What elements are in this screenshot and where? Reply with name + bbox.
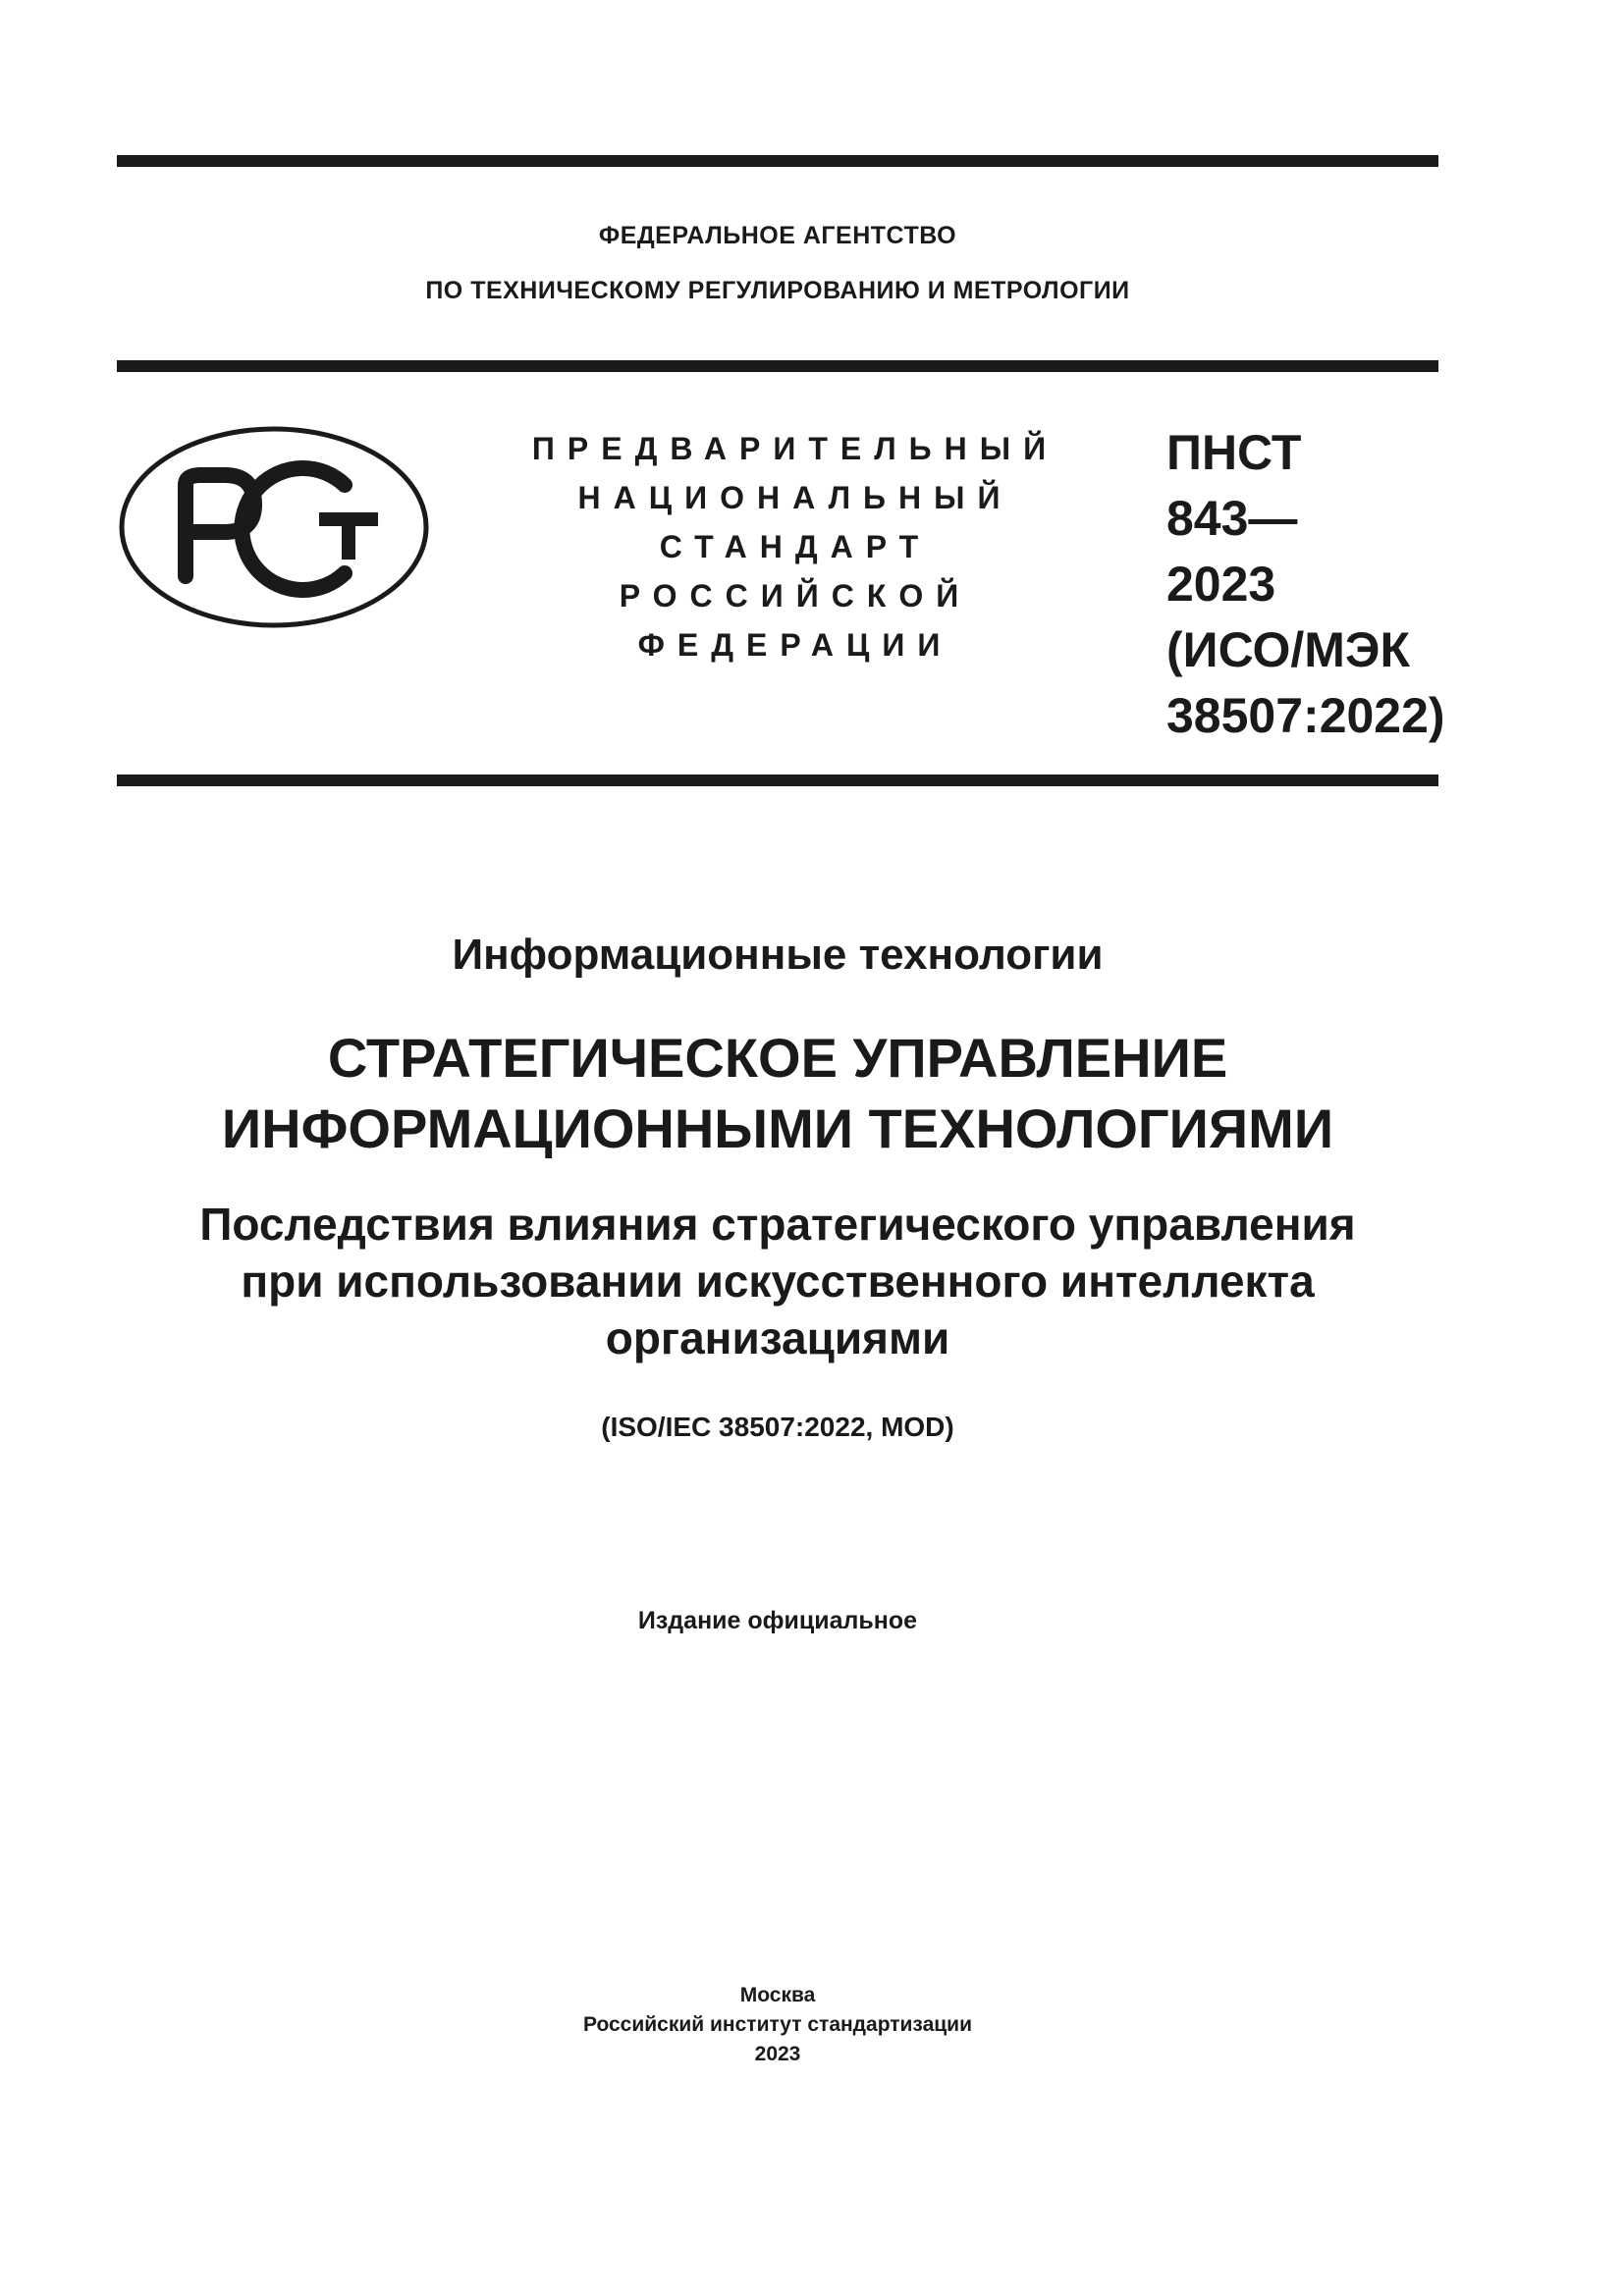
publisher-block [117,1981,1438,2069]
designation-line: ПНСТ [1166,425,1302,480]
designation-line: 38507:2022) [1166,688,1445,743]
standard-type [530,424,1060,669]
standard-type-line: ПРЕДВАРИТЕЛЬНЫЙ [531,431,1059,466]
publisher-year: 2023 [754,2043,801,2065]
sub-title-line: Последствия влияния стратегического управления [199,1199,1356,1250]
main-title [117,1023,1438,1164]
standard-type-line: НАЦИОНАЛЬНЫЙ [577,480,1013,515]
sub-title [117,1196,1438,1366]
designation-line: 843— [1166,491,1298,546]
standard-designation [1166,420,1461,749]
international-reference: (ISO/IEC 38507:2022, MOD) [601,1412,954,1442]
gost-r-logo-svg [117,424,431,630]
standard-type-line: СТАНДАРТ [659,529,932,564]
agency-line-1: ФЕДЕРАЛЬНОЕ АГЕНТСТВО [598,222,957,249]
top-rule [117,155,1438,167]
designation-line: 2023 [1166,557,1276,612]
sub-title-line: организациями [605,1312,950,1363]
edition-label: Издание официальное [637,1607,918,1634]
sub-title-line: при использовании искусственного интеллекта [241,1255,1315,1307]
title-divider [117,774,1438,786]
standard-type-line: РОССИЙСКОЙ [619,578,972,614]
general-title: Информационные технологии [452,931,1104,979]
main-title-line: ИНФОРМАЦИОННЫМИ ТЕХНОЛОГИЯМИ [221,1097,1334,1159]
gost-r-logo-icon [117,424,431,630]
designation-line: (ИСО/МЭК [1166,622,1410,677]
standard-type-line: ФЕДЕРАЦИИ [637,627,953,663]
agency-line-2: ПО ТЕХНИЧЕСКОМУ РЕГУЛИРОВАНИЮ И МЕТРОЛОГИИ [425,277,1130,304]
header-divider [117,360,1438,372]
main-title-line: СТРАТЕГИЧЕСКОЕ УПРАВЛЕНИЕ [327,1027,1228,1089]
publisher-name: Российский институт стандартизации [582,2013,973,2036]
publisher-city: Москва [739,1984,816,2006]
